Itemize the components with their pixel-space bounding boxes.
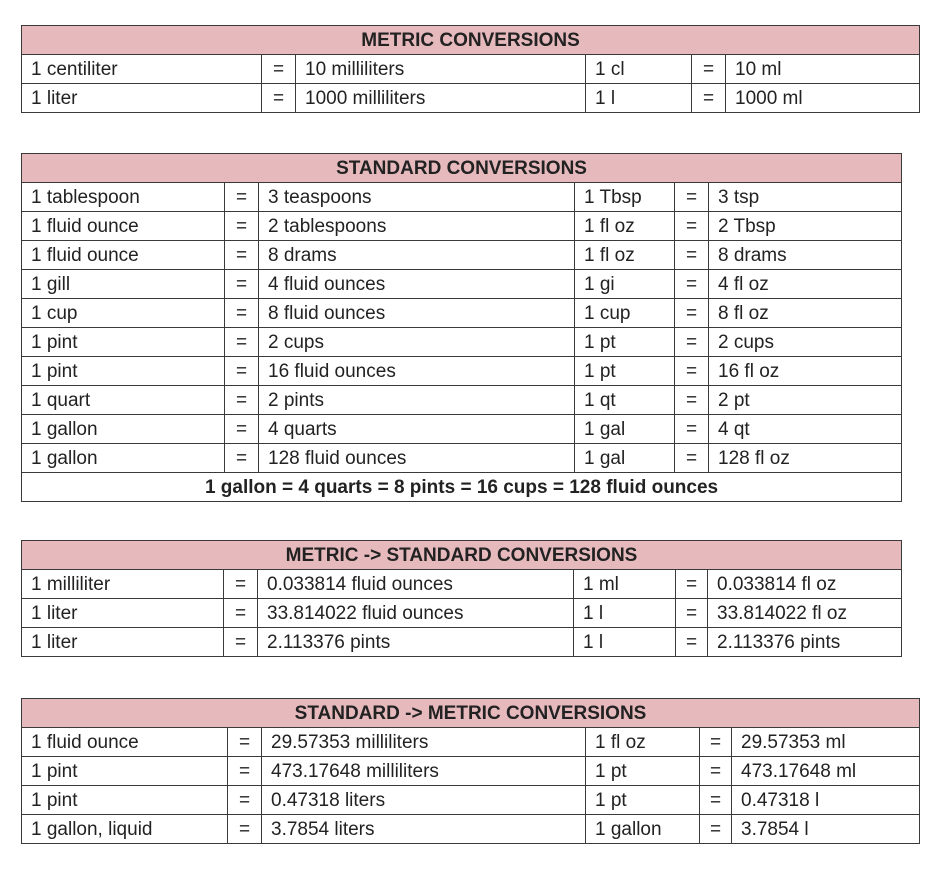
unit-value-cell: 4 quarts xyxy=(259,415,575,444)
unit-value-cell: 2 cups xyxy=(259,328,575,357)
equals-cell: = xyxy=(675,299,709,328)
equals-cell: = xyxy=(675,328,709,357)
unit-value-cell: 128 fluid ounces xyxy=(259,444,575,473)
abbreviation-cell: 1 gi xyxy=(575,270,675,299)
equals-cell: = xyxy=(700,786,732,815)
table-row xyxy=(22,728,920,757)
equals-cell: = xyxy=(224,599,258,628)
abbreviation-value-cell: 3.7854 l xyxy=(732,815,920,844)
equals-cell: = xyxy=(675,357,709,386)
table-row xyxy=(22,757,920,786)
equals-cell: = xyxy=(676,570,708,599)
table-row xyxy=(22,328,902,357)
table-row xyxy=(22,415,902,444)
table-row xyxy=(22,84,920,113)
equals-cell: = xyxy=(225,270,259,299)
gallon-summary: 1 gallon = 4 quarts = 8 pints = 16 cups = 128 fluid ounces xyxy=(22,473,902,502)
unit-value-cell: 2 tablespoons xyxy=(259,212,575,241)
abbreviation-cell: 1 pt xyxy=(575,357,675,386)
unit-name-cell: 1 cup xyxy=(22,299,225,328)
abbreviation-cell: 1 cup xyxy=(575,299,675,328)
equals-cell: = xyxy=(675,241,709,270)
abbreviation-cell: 1 fl oz xyxy=(575,241,675,270)
abbreviation-cell: 1 pt xyxy=(586,786,700,815)
table-row xyxy=(22,815,920,844)
abbreviation-cell: 1 pt xyxy=(575,328,675,357)
standard-conversions-table xyxy=(21,153,902,502)
equals-cell: = xyxy=(676,628,708,657)
abbreviation-value-cell: 0.47318 l xyxy=(732,786,920,815)
unit-name-cell: 1 liter xyxy=(22,628,224,657)
unit-value-cell: 29.57353 milliliters xyxy=(262,728,586,757)
abbreviation-value-cell: 2.113376 pints xyxy=(708,628,902,657)
table-row xyxy=(22,183,902,212)
abbreviation-cell: 1 fl oz xyxy=(586,728,700,757)
abbreviation-value-cell: 10 ml xyxy=(726,55,920,84)
equals-cell: = xyxy=(225,241,259,270)
equals-cell: = xyxy=(675,415,709,444)
unit-value-cell: 0.033814 fluid ounces xyxy=(258,570,574,599)
abbreviation-cell: 1 qt xyxy=(575,386,675,415)
unit-value-cell: 33.814022 fluid ounces xyxy=(258,599,574,628)
equals-cell: = xyxy=(675,212,709,241)
abbreviation-value-cell: 8 drams xyxy=(709,241,902,270)
abbreviation-value-cell: 4 fl oz xyxy=(709,270,902,299)
abbreviation-value-cell: 1000 ml xyxy=(726,84,920,113)
unit-name-cell: 1 pint xyxy=(22,357,225,386)
unit-name-cell: 1 gallon xyxy=(22,444,225,473)
metric-to-standard-title: METRIC -> STANDARD CONVERSIONS xyxy=(22,541,902,570)
standard-to-metric-table xyxy=(21,698,920,844)
metric-conversions-title: METRIC CONVERSIONS xyxy=(22,26,920,55)
abbreviation-cell: 1 Tbsp xyxy=(575,183,675,212)
equals-cell: = xyxy=(700,757,732,786)
equals-cell: = xyxy=(224,570,258,599)
abbreviation-cell: 1 l xyxy=(574,599,676,628)
equals-cell: = xyxy=(225,183,259,212)
equals-cell: = xyxy=(700,728,732,757)
abbreviation-cell: 1 gallon xyxy=(586,815,700,844)
abbreviation-value-cell: 8 fl oz xyxy=(709,299,902,328)
equals-cell: = xyxy=(675,183,709,212)
standard-to-metric-title: STANDARD -> METRIC CONVERSIONS xyxy=(22,699,920,728)
abbreviation-value-cell: 128 fl oz xyxy=(709,444,902,473)
unit-name-cell: 1 quart xyxy=(22,386,225,415)
equals-cell: = xyxy=(225,357,259,386)
unit-name-cell: 1 gallon xyxy=(22,415,225,444)
unit-value-cell: 2.113376 pints xyxy=(258,628,574,657)
equals-cell: = xyxy=(692,84,726,113)
abbreviation-value-cell: 33.814022 fl oz xyxy=(708,599,902,628)
abbreviation-value-cell: 2 Tbsp xyxy=(709,212,902,241)
summary-row xyxy=(22,473,902,502)
metric-conversions-table xyxy=(21,25,920,113)
unit-value-cell: 0.47318 liters xyxy=(262,786,586,815)
unit-value-cell: 10 milliliters xyxy=(296,55,586,84)
table-row xyxy=(22,570,902,599)
table-row xyxy=(22,357,902,386)
table-row xyxy=(22,628,902,657)
unit-name-cell: 1 tablespoon xyxy=(22,183,225,212)
equals-cell: = xyxy=(228,757,262,786)
abbreviation-cell: 1 gal xyxy=(575,415,675,444)
table-row xyxy=(22,599,902,628)
table-row xyxy=(22,241,902,270)
unit-name-cell: 1 liter xyxy=(22,84,262,113)
abbreviation-cell: 1 fl oz xyxy=(575,212,675,241)
equals-cell: = xyxy=(225,386,259,415)
table-row xyxy=(22,444,902,473)
abbreviation-value-cell: 29.57353 ml xyxy=(732,728,920,757)
equals-cell: = xyxy=(675,444,709,473)
table-header-row xyxy=(22,541,902,570)
table-row xyxy=(22,212,902,241)
unit-name-cell: 1 pint xyxy=(22,757,228,786)
equals-cell: = xyxy=(262,84,296,113)
equals-cell: = xyxy=(228,815,262,844)
unit-value-cell: 8 drams xyxy=(259,241,575,270)
equals-cell: = xyxy=(225,212,259,241)
metric-to-standard-table xyxy=(21,540,902,657)
unit-name-cell: 1 pint xyxy=(22,328,225,357)
unit-value-cell: 3 teaspoons xyxy=(259,183,575,212)
abbreviation-value-cell: 4 qt xyxy=(709,415,902,444)
table-row xyxy=(22,386,902,415)
unit-name-cell: 1 centiliter xyxy=(22,55,262,84)
abbreviation-cell: 1 pt xyxy=(586,757,700,786)
abbreviation-cell: 1 cl xyxy=(586,55,692,84)
standard-conversions-title: STANDARD CONVERSIONS xyxy=(22,154,902,183)
equals-cell: = xyxy=(228,728,262,757)
unit-value-cell: 8 fluid ounces xyxy=(259,299,575,328)
equals-cell: = xyxy=(225,415,259,444)
table-row xyxy=(22,55,920,84)
abbreviation-value-cell: 0.033814 fl oz xyxy=(708,570,902,599)
unit-name-cell: 1 fluid ounce xyxy=(22,241,225,270)
table-row xyxy=(22,786,920,815)
abbreviation-value-cell: 3 tsp xyxy=(709,183,902,212)
unit-value-cell: 473.17648 milliliters xyxy=(262,757,586,786)
unit-name-cell: 1 fluid ounce xyxy=(22,728,228,757)
abbreviation-cell: 1 l xyxy=(574,628,676,657)
equals-cell: = xyxy=(675,386,709,415)
table-row xyxy=(22,299,902,328)
equals-cell: = xyxy=(675,270,709,299)
unit-value-cell: 4 fluid ounces xyxy=(259,270,575,299)
equals-cell: = xyxy=(225,299,259,328)
equals-cell: = xyxy=(676,599,708,628)
table-row xyxy=(22,270,902,299)
unit-value-cell: 2 pints xyxy=(259,386,575,415)
unit-name-cell: 1 liter xyxy=(22,599,224,628)
equals-cell: = xyxy=(225,444,259,473)
table-header-row xyxy=(22,699,920,728)
abbreviation-value-cell: 2 pt xyxy=(709,386,902,415)
abbreviation-cell: 1 ml xyxy=(574,570,676,599)
equals-cell: = xyxy=(225,328,259,357)
table-header-row xyxy=(22,154,902,183)
abbreviation-cell: 1 gal xyxy=(575,444,675,473)
unit-value-cell: 1000 milliliters xyxy=(296,84,586,113)
unit-value-cell: 16 fluid ounces xyxy=(259,357,575,386)
table-header-row xyxy=(22,26,920,55)
equals-cell: = xyxy=(700,815,732,844)
unit-name-cell: 1 gallon, liquid xyxy=(22,815,228,844)
equals-cell: = xyxy=(224,628,258,657)
unit-value-cell: 3.7854 liters xyxy=(262,815,586,844)
equals-cell: = xyxy=(228,786,262,815)
equals-cell: = xyxy=(692,55,726,84)
unit-name-cell: 1 fluid ounce xyxy=(22,212,225,241)
unit-name-cell: 1 milliliter xyxy=(22,570,224,599)
unit-name-cell: 1 pint xyxy=(22,786,228,815)
abbreviation-value-cell: 16 fl oz xyxy=(709,357,902,386)
equals-cell: = xyxy=(262,55,296,84)
abbreviation-cell: 1 l xyxy=(586,84,692,113)
unit-name-cell: 1 gill xyxy=(22,270,225,299)
abbreviation-value-cell: 473.17648 ml xyxy=(732,757,920,786)
abbreviation-value-cell: 2 cups xyxy=(709,328,902,357)
